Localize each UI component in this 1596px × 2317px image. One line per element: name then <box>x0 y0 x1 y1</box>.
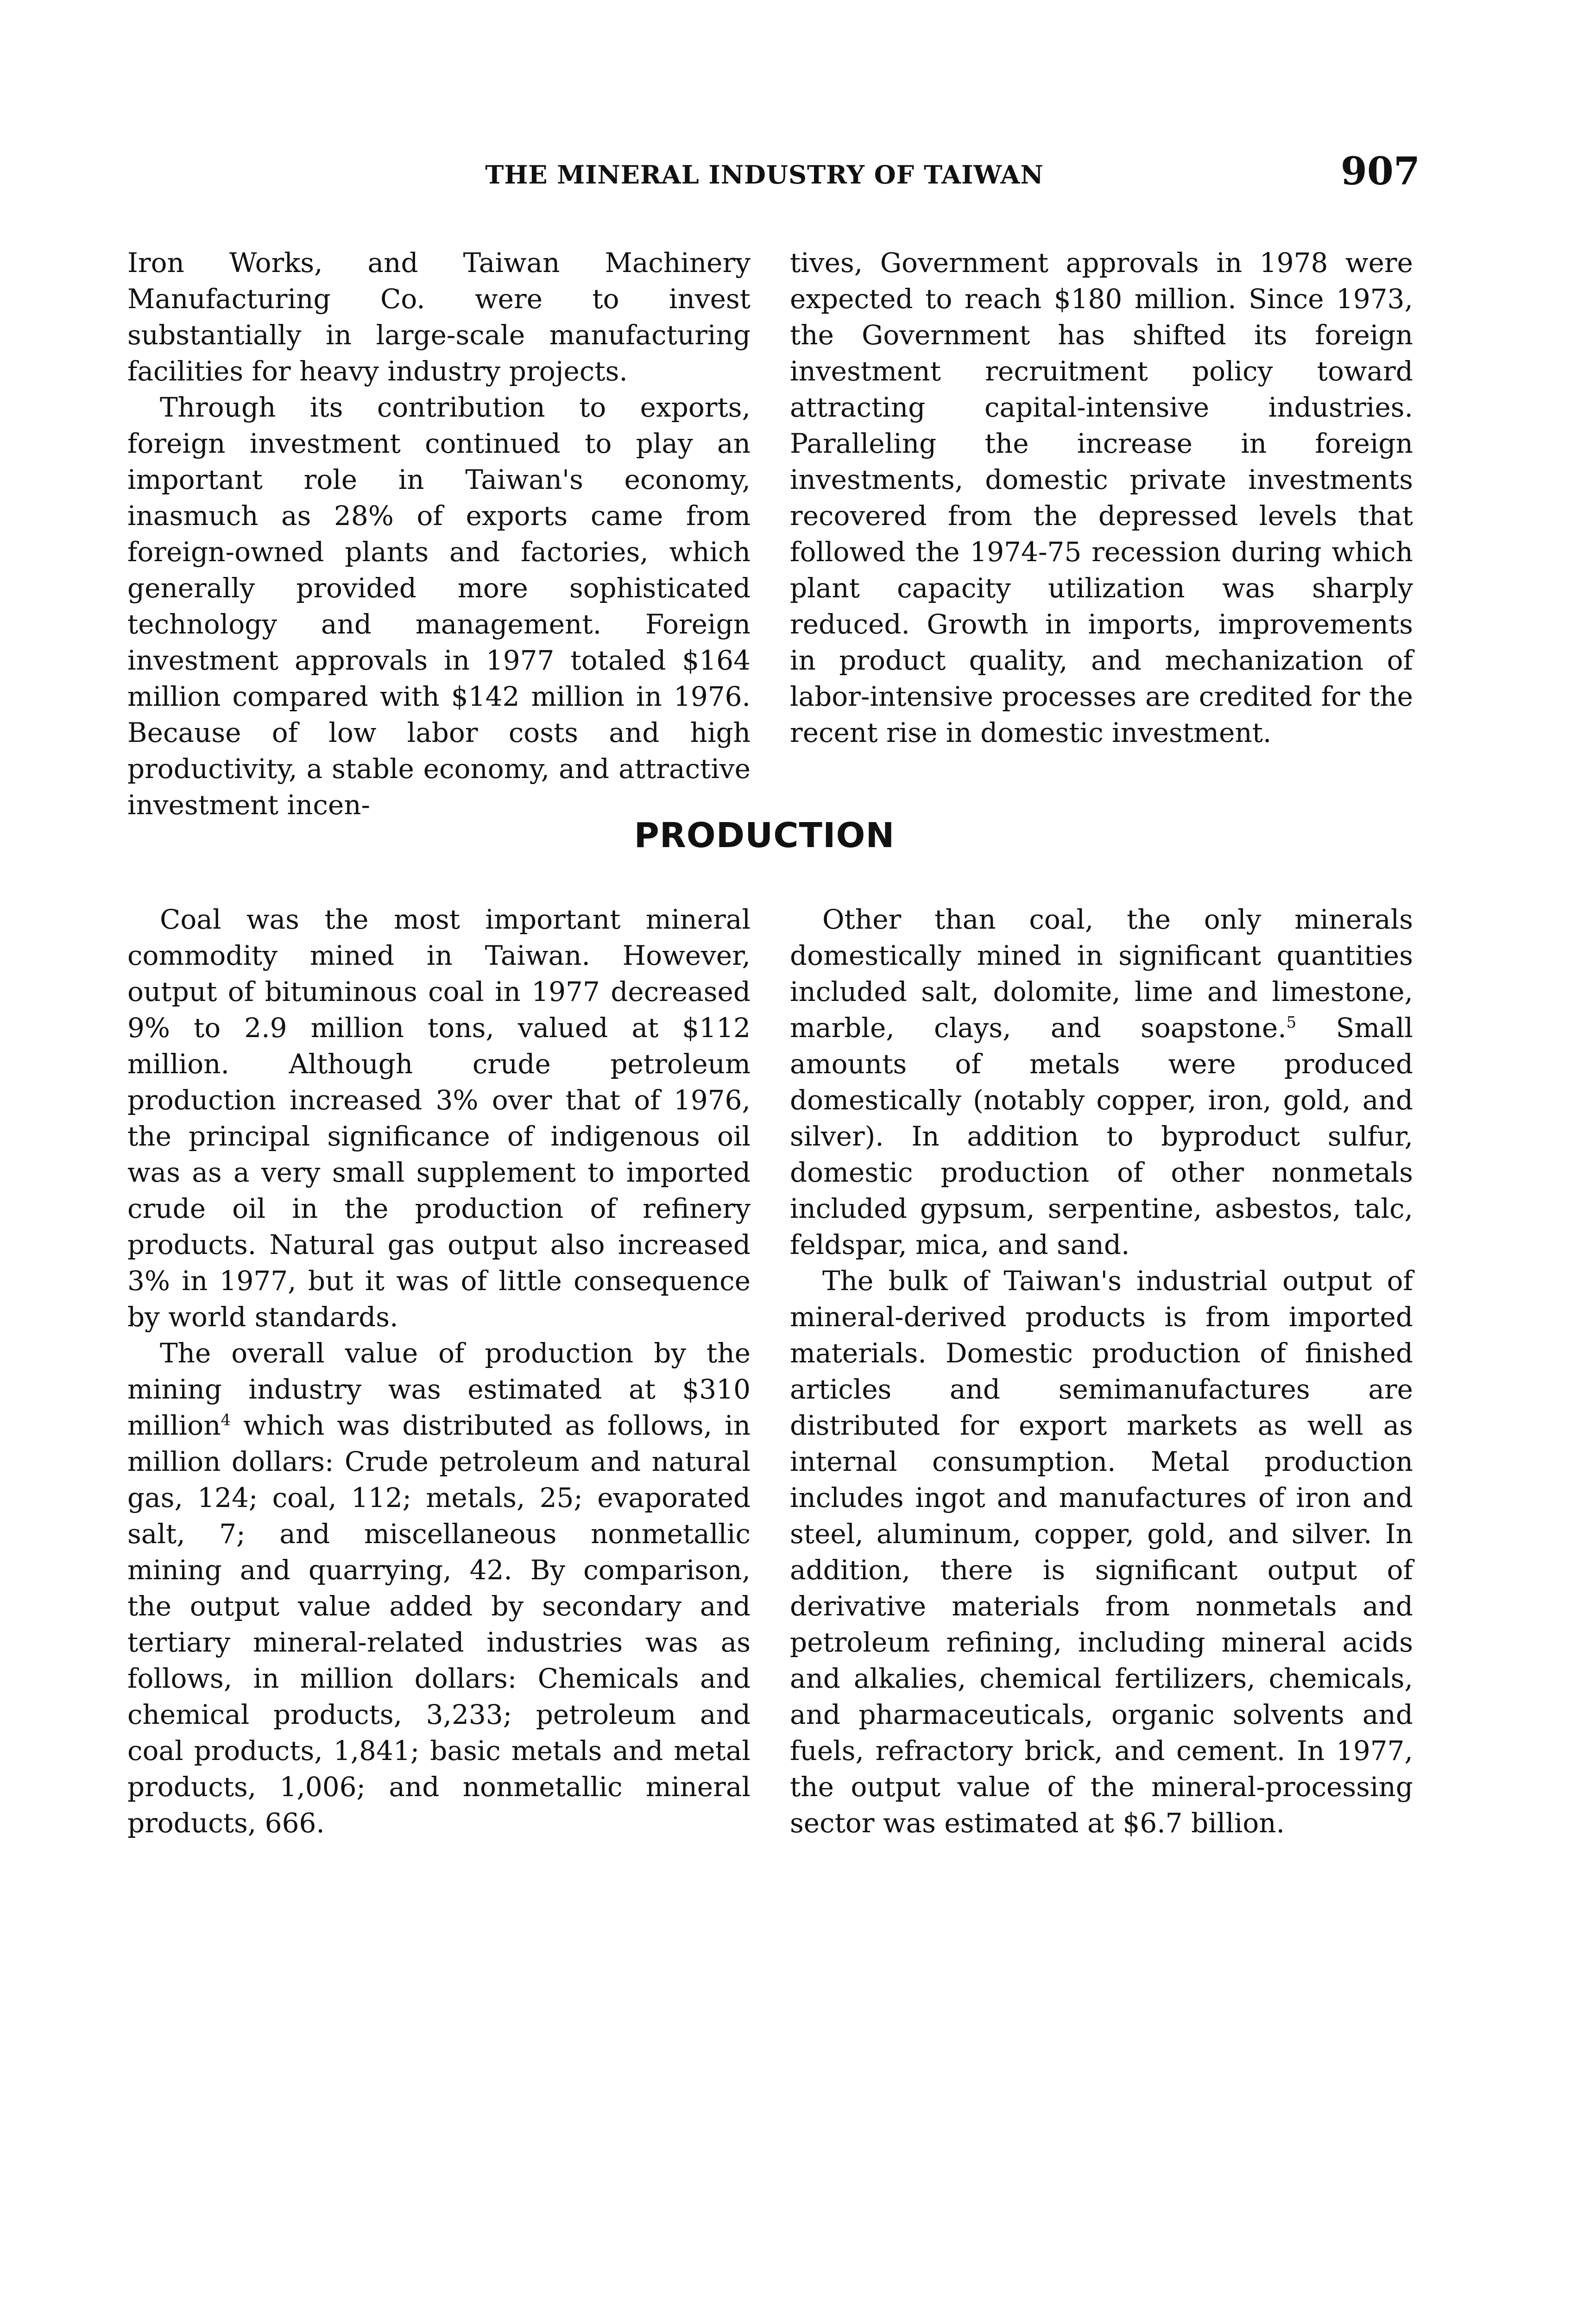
production-right-column <box>790 901 1413 1841</box>
intro-left-paragraph-1: Iron Works, and Taiwan Machinery Manufacturing Co. were to invest substantially in large-scale manufacturing facilities for heavy industry projects. <box>127 247 751 387</box>
intro-left-paragraph-2: Through its contribution to exports, foreign investment continued to play an important role in Taiwan's economy, inasmuch as 28% of exports came from foreign-owned plants and factories, which generally provided more sophisticated technology and management. Foreign investment approvals in 1977 totaled $164 million compared with $142 million in 1976. Because of low labor costs and high productivity, a stable economy, and attractive investment incen- <box>127 392 751 821</box>
footnote-ref-4: 4 <box>221 1411 231 1430</box>
page-number: 907 <box>1340 149 1420 194</box>
intro-right-paragraph-1: tives, Government approvals in 1978 were expected to reach $180 million. Since 1973, the Government has shifted its foreign investment recruitment policy toward attracting capital-intensive industries. Paralleling the increase in foreign investments, domestic private investments recovered from the depressed levels that followed the 1974-75 recession during which plant capacity utilization was sharply reduced. Growth in imports, improvements in product quality, and mechanization of labor-intensive processes are credited for the recent rise in domestic investment. <box>790 247 1413 748</box>
production-left-paragraph-1: Coal was the most important mineral commodity mined in Taiwan. However, output of bituminous coal in 1977 decreased 9% to 2.9 million tons, valued at $112 million. Although crude petroleum production increased 3% over that of 1976, the principal significance of indigenous oil was as a very small supplement to imported crude oil in the production of refinery products. Natural gas output also increased 3% in 1977, but it was of little consequence by world standards. <box>127 904 751 1333</box>
paragraph-text: which was distributed as follows, in million dollars: Crude petroleum and natural gas, 124; coal, 112; metals, 25; evaporated salt, 7; and miscellaneous nonmetallic mining and quarrying, 42. By comparison, the output value added by secondary and tertiary mineral-related industries was as follows, in million dollars: Chemicals and chemical products, 3,233; petroleum and coal products, 1,841; basic metals and metal products, 1,006; and nonmetallic mineral products, 666. <box>127 1410 751 1839</box>
intro-left-column <box>127 245 751 823</box>
running-title: THE MINERAL INDUSTRY OF TAIWAN <box>485 160 1044 190</box>
section-heading-production: PRODUCTION <box>634 816 895 855</box>
intro-right-column <box>790 245 1413 751</box>
production-right-paragraph-1 <box>790 901 1413 1263</box>
footnote-ref-5: 5 <box>1286 1013 1297 1032</box>
production-left-paragraph-2 <box>127 1335 751 1841</box>
production-right-paragraph-2: The bulk of Taiwan's industrial output of mineral-derived products is from imported materials. Domestic production of finished articles and semimanufactures are distributed for export markets as well as internal consumption. Metal production includes ingot and manufactures of iron and steel, aluminum, copper, gold, and silver. In addition, there is significant output of derivative materials from nonmetals and petroleum refining, including mineral acids and alkalies, chemical fertilizers, chemicals, and pharmaceuticals, organic solvents and fuels, refractory brick, and cement. In 1977, the output value of the mineral-processing sector was estimated at $6.7 billion. <box>790 1265 1413 1839</box>
paragraph-text: Other than coal, the only minerals domestically mined in significant quantities included salt, dolomite, lime and limestone, marble, clays, and soapstone. <box>790 904 1413 1044</box>
paragraph-text: The overall value of production by the mining industry was estimated at $310 million <box>127 1337 751 1441</box>
production-left-column <box>127 901 751 1841</box>
paragraph-text: Small amounts of metals were produced domestically (notably copper, iron, gold, and silver). In addition to byproduct sulfur, domestic production of other nonmetals included gypsum, serpentine, asbestos, talc, feldspar, mica, and sand. <box>790 1012 1413 1260</box>
